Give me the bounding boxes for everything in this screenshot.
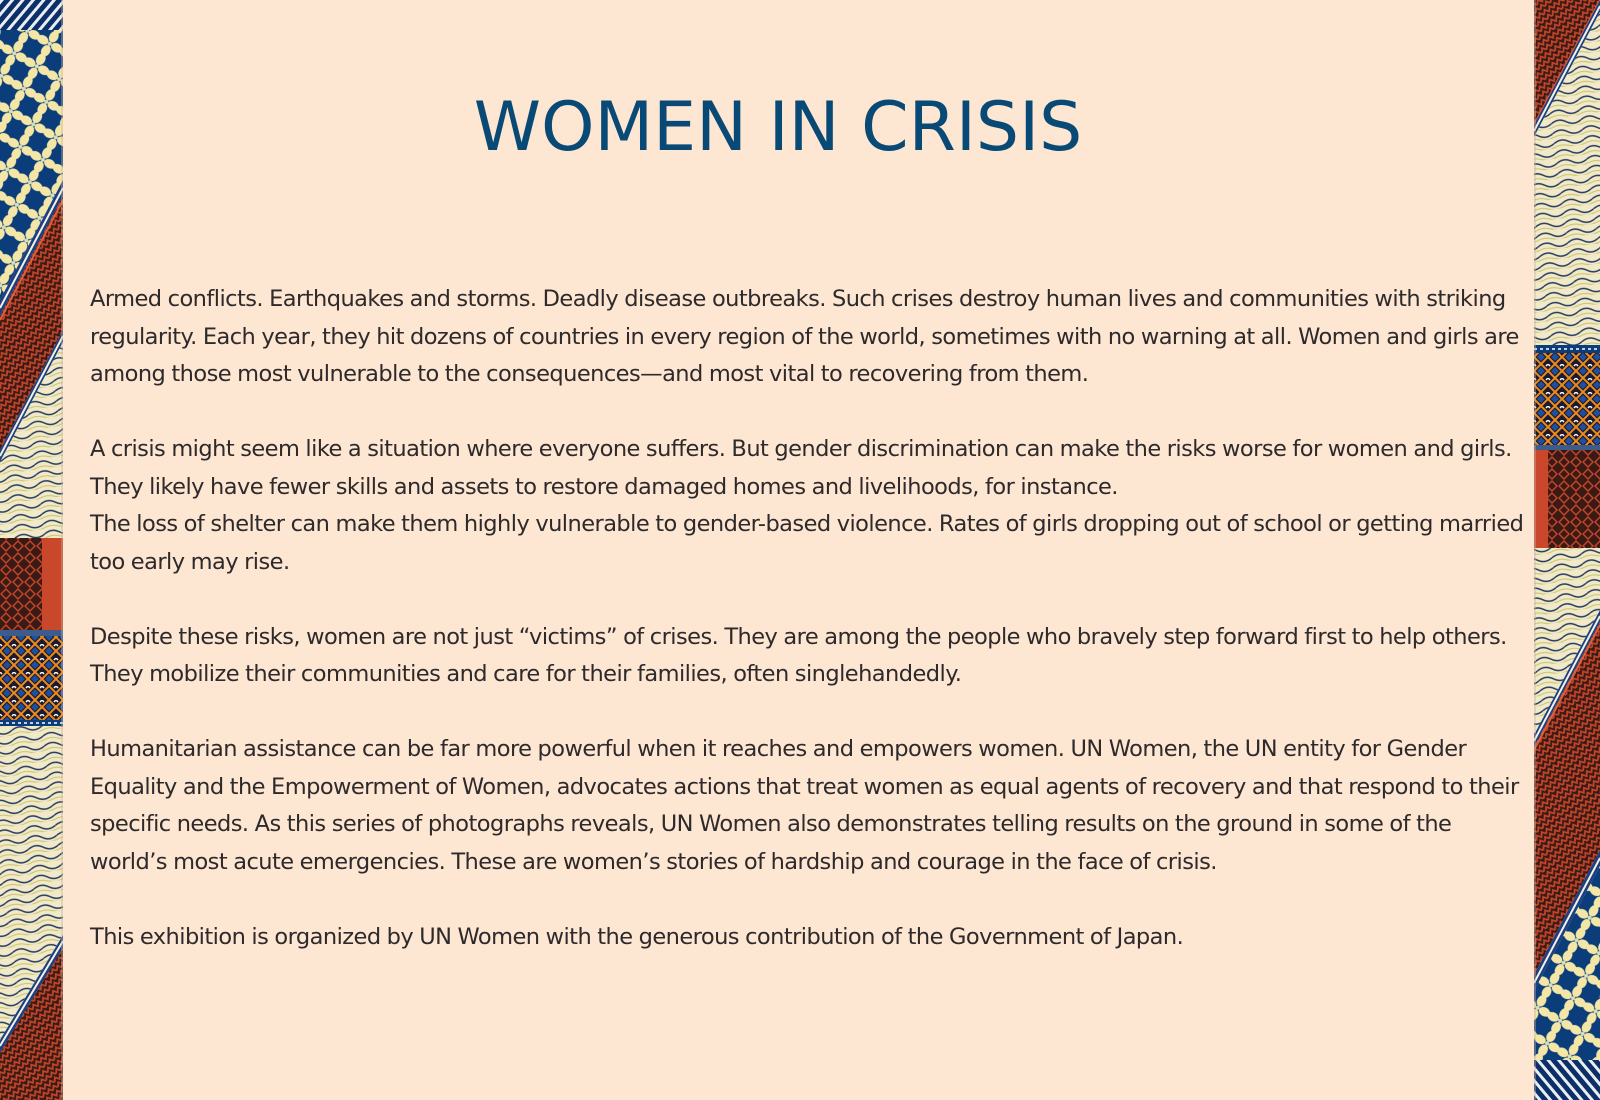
right-fabric-border [1534,0,1600,1100]
page-title: WOMEN IN CRISIS [473,88,1083,167]
body-text [90,281,1530,994]
paragraph-humanitarian: Humanitarian assistance can be far more powerful when it reaches and empowers women. UN Women, the UN entity for Gender Equality and the Empowerment of Women, advocates actions that treat women as equal agents of recovery and that respond to their specific needs. As this series of photographs reveals, UN Women also demonstrates telling results on the ground in some of the world’s most acute emergencies. These are women’s stories of hardship and courage in the face of crisis. [90,736,1519,875]
paragraph-risks-part2: The loss of shelter can make them highly vulnerable to gender-based violence. Rates of girls dropping out of school or getting married too early may rise. [90,511,1524,575]
paragraph-credits: This exhibition is organized by UN Women with the generous contribution of the Government of Japan. [90,923,1184,950]
paragraph-risks-part1: A crisis might seem like a situation where everyone suffers. But gender discrimination can make the risks worse for women and girls. They likely have fewer skills and assets to restore damaged homes and livelihoods, for instance. [90,436,1512,500]
exhibition-panel [63,0,1534,1100]
left-fabric-border [0,0,63,1100]
paragraph-intro: Armed conflicts. Earthquakes and storms. Deadly disease outbreaks. Such crises destroy human lives and communities with striking regularity. Each year, they hit dozens of countries in every region of the world, sometimes with no warning at all. Women and girls are among those most vulnerable to the consequences—and most vital to recovering from them. [90,286,1519,387]
fabric-pattern-icon [1534,0,1600,1100]
paragraph-risks [90,431,1530,581]
fabric-pattern-icon [0,0,63,1100]
paragraph-not-victims: Despite these risks, women are not just “victims” of crises. They are among the people who bravely step forward first to help others. They mobilize their communities and care for their families, often singlehandedly. [90,623,1507,687]
